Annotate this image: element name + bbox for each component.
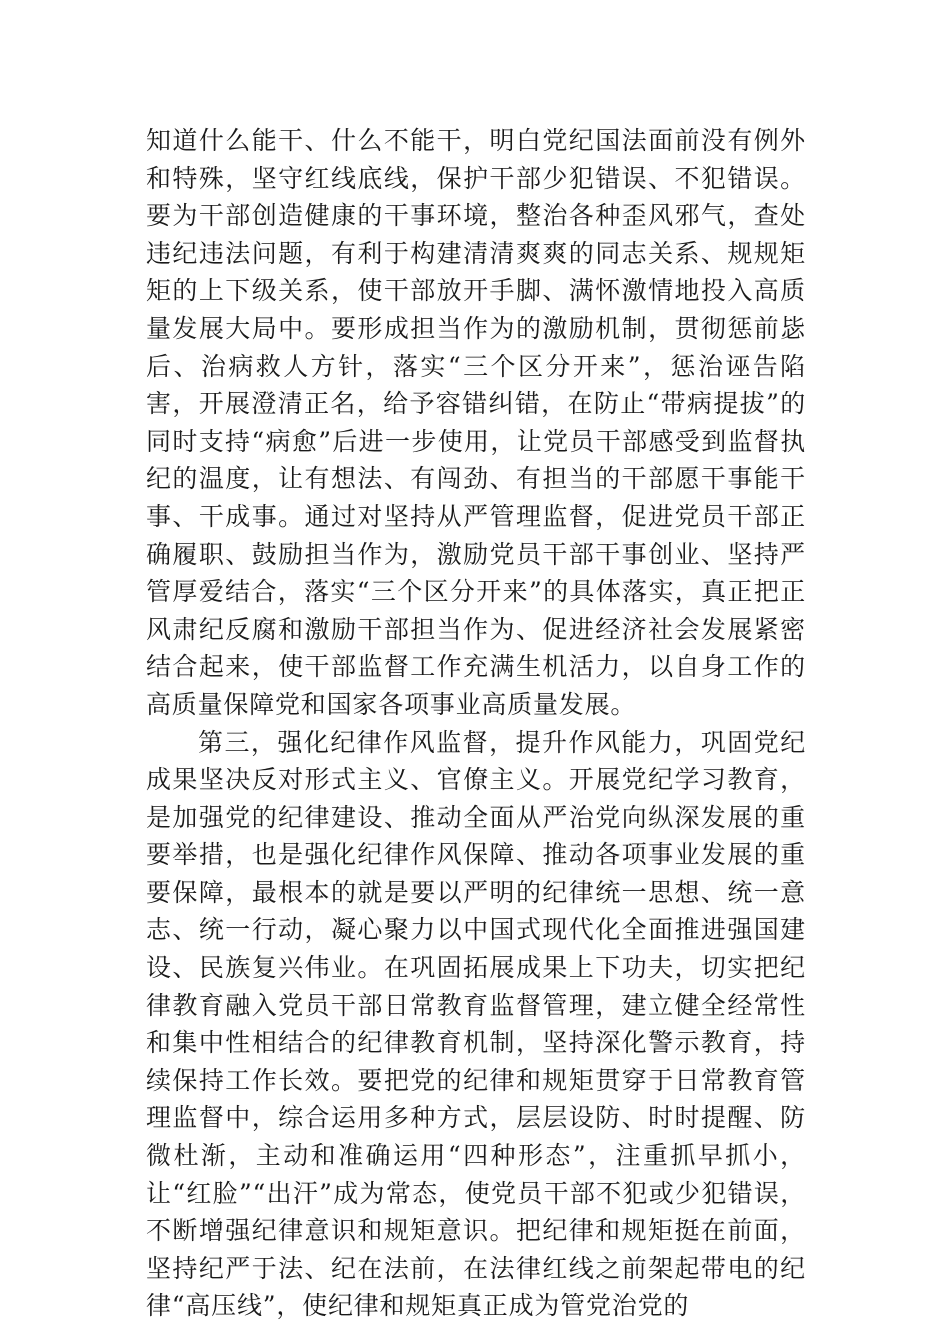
paragraph-2: 第三，强化纪律作风监督，提升作风能力，巩固党纪成果坚决反对形式主义、官僚主义。开展党纪学习教育，是加强党的纪律建设、推动全面从严治党向纵深发展的重要举措，也是强化纪律作风保障、推动各项事业发展的重要保障，最根本的就是要以严明的纪律统一思想、统一意志、统一行动，凝心聚力以中国式现代化全面推进强国建设、民族复兴伟业。在巩固拓展成果上下功夫，切实把纪律教育融入党员干部日常教育监督管理，建立健全经常性和集中性相结合的纪律教育机制，坚持深化警示教育，持续保持工作长效。要把党的纪律和规矩贯穿于日常教育管理监督中，综合运用多种方式，层层设防、时时提醒、防微杜渐，主动和准确运用“四种形态”，注重抓早抓小，让“红脸”“出汗”成为常态，使党员干部不犯或少犯错误，不断增强纪律意识和规矩意识。把纪律和规矩挺在前面，坚持纪严于法、纪在法前，在法律红线之前架起带电的纪律“高压线”，使纪律和规矩真正成为管党治党的 bbox=[146, 727, 806, 1321]
paragraph-1: 知道什么能干、什么不能干，明白党纪国法面前没有例外和特殊，坚守红线底线，保护干部少犯错误、不犯错误。要为干部创造健康的干事环境，整治各种歪风邪气，查处违纪违法问题，有利于构建清清爽爽的同志关系、规规矩矩的上下级关系，使干部放开手脚、满怀激情地投入高质量发展大局中。要形成担当作为的激励机制，贯彻惩前毖后、治病救人方针，落实“三个区分开来”，惩治诬告陷害，开展澄清正名，给予容错纠错，在防止“带病提拔”的同时支持“病愈”后进一步使用，让党员干部感受到监督执纪的温度，让有想法、有闯劲、有担当的干部愿干事能干事、干成事。通过对坚持从严管理监督，促进党员干部正确履职、鼓励担当作为，激励党员干部干事创业、坚持严管厚爱结合，落实“三个区分开来”的具体落实，真正把正风肃纪反腐和激励干部担当作为、促进经济社会发展紧密结合起来，使干部监督工作充满生机活力，以自身工作的高质量保障党和国家各项事业高质量发展。 bbox=[146, 126, 806, 719]
body-text bbox=[146, 122, 806, 1325]
